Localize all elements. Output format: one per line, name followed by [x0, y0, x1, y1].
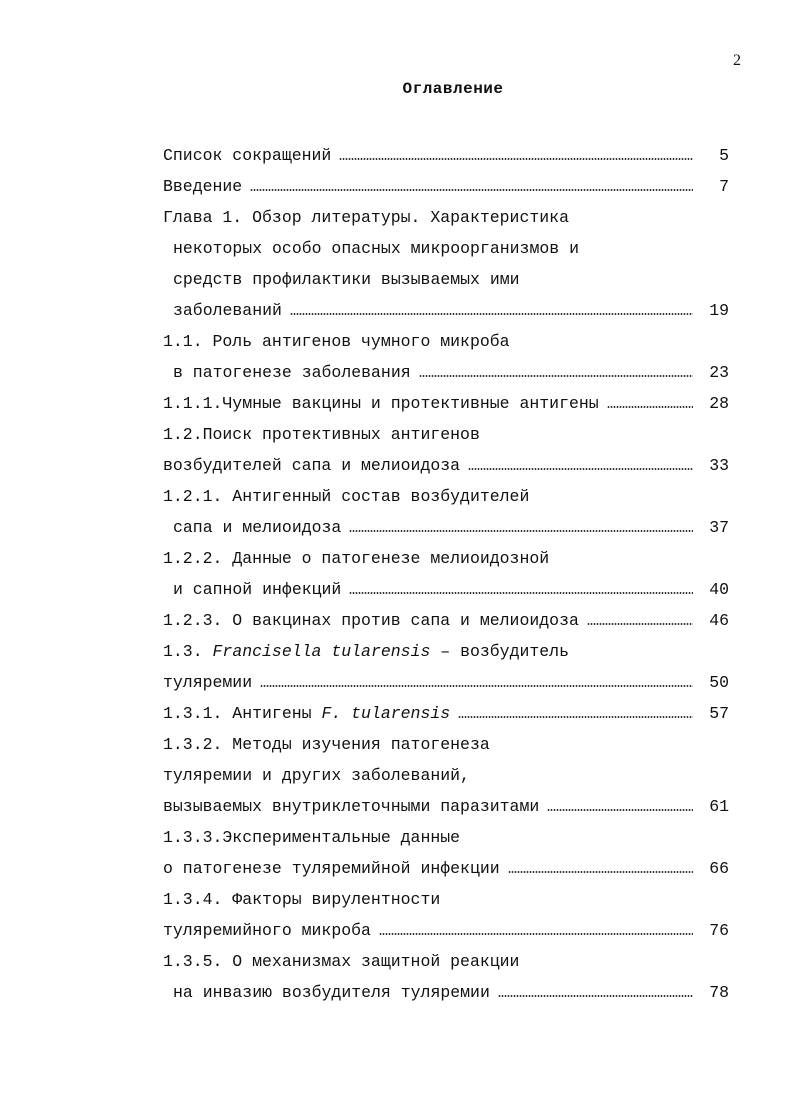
toc-entry-text: 1.1.1.Чумные вакцины и протективные антигены	[163, 394, 599, 413]
toc-entry-line-final	[163, 357, 733, 388]
toc-entry-text: 1.3.5. О механизмах защитной реакции	[163, 952, 520, 971]
toc-entry-line-final	[163, 791, 733, 822]
toc-entry-text: на инвазию возбудителя туляремии	[173, 983, 490, 1002]
toc-entry-line-final	[163, 698, 733, 729]
dot-leader	[508, 871, 693, 873]
toc-entry-line-final	[163, 171, 733, 202]
toc-entry-line	[163, 543, 733, 574]
dot-leader	[290, 313, 693, 315]
toc-entry-line-final	[163, 574, 733, 605]
toc-entry-text: и сапной инфекций	[173, 580, 342, 599]
toc-page-number: 76	[709, 921, 729, 940]
toc-entry-line-final	[163, 853, 733, 884]
toc-entry-line-final	[163, 977, 733, 1008]
toc-entry-line-final	[163, 605, 733, 636]
toc-entry-line	[163, 760, 733, 791]
dot-leader	[260, 685, 693, 687]
page-title: Оглавление	[402, 80, 504, 98]
toc-entry	[163, 946, 733, 1008]
toc-entry	[163, 202, 733, 326]
toc-entry-text: 1.3.4. Факторы вирулентности	[163, 890, 441, 909]
toc-entry	[163, 729, 733, 822]
toc-page-number: 78	[709, 983, 729, 1002]
toc-entry-text: 1.3.3.Экспериментальные данные	[163, 828, 461, 847]
toc-entry-text: Список сокращений	[163, 146, 332, 165]
table-of-contents	[163, 140, 733, 1008]
toc-entry-line-final	[163, 915, 733, 946]
toc-entry-line	[163, 636, 733, 667]
toc-page-number: 7	[719, 177, 729, 196]
toc-entry-text: возбудителей сапа и мелиоидоза	[163, 456, 461, 475]
toc-entry-text: 1.2.3. О вакцинах против сапа и мелиоидоза	[163, 611, 579, 630]
dot-leader	[349, 530, 693, 532]
toc-entry-text: 1.2.1. Антигенный состав возбудителей	[163, 487, 530, 506]
toc-entry-line	[163, 202, 733, 233]
toc-entry-line-final	[163, 388, 733, 419]
dot-leader	[607, 406, 693, 408]
toc-entry	[163, 543, 733, 605]
toc-entry-text: туляремийного микроба	[163, 921, 371, 940]
toc-entry-text: 1.3. Francisella tularensis – возбудитель	[163, 642, 569, 661]
toc-page-number: 23	[709, 363, 729, 382]
toc-page-number: 46	[709, 611, 729, 630]
toc-entry-text: 1.3.2. Методы изучения патогенеза	[163, 735, 490, 754]
toc-entry	[163, 822, 733, 884]
toc-entry-line-final	[163, 295, 733, 326]
toc-entry-line-final	[163, 512, 733, 543]
toc-entry	[163, 636, 733, 698]
toc-entry-line-final	[163, 140, 733, 171]
toc-page-number: 37	[709, 518, 729, 537]
toc-entry	[163, 698, 733, 729]
toc-entry-line	[163, 729, 733, 760]
toc-entry-line	[163, 326, 733, 357]
toc-entry-line	[163, 884, 733, 915]
toc-entry	[163, 171, 733, 202]
toc-entry-line	[163, 822, 733, 853]
toc-entry-text: средств профилактики вызываемых ими	[173, 270, 520, 289]
toc-page-number: 33	[709, 456, 729, 475]
toc-entry-line-final	[163, 667, 733, 698]
dot-leader	[468, 468, 693, 470]
dot-leader	[498, 995, 693, 997]
toc-entry	[163, 419, 733, 481]
dot-leader	[339, 158, 693, 160]
toc-page-number: 57	[709, 704, 729, 723]
toc-entry-line-final	[163, 450, 733, 481]
toc-entry	[163, 481, 733, 543]
dot-leader	[458, 716, 693, 718]
toc-page-number: 61	[709, 797, 729, 816]
toc-page-number: 40	[709, 580, 729, 599]
toc-entry-text: 1.3.1. Антигены F. tularensis	[163, 704, 451, 723]
toc-entry-text: сапа и мелиоидоза	[173, 518, 342, 537]
toc-entry	[163, 326, 733, 388]
toc-entry-line	[163, 481, 733, 512]
toc-entry-text: вызываемых внутриклеточными паразитами	[163, 797, 540, 816]
dot-leader	[587, 623, 693, 625]
toc-entry-line	[163, 419, 733, 450]
toc-entry-text: туляремии и других заболеваний,	[163, 766, 470, 785]
toc-entry-text: о патогенезе туляремийной инфекции	[163, 859, 500, 878]
toc-entry-text: заболеваний	[173, 301, 282, 320]
toc-page-number: 19	[709, 301, 729, 320]
dot-leader	[379, 933, 693, 935]
toc-entry-text: туляремии	[163, 673, 253, 692]
toc-page-number: 66	[709, 859, 729, 878]
toc-entry-text: 1.1. Роль антигенов чумного микроба	[163, 332, 510, 351]
toc-entry-text: 1.2.2. Данные о патогенезе мелиоидозной	[163, 549, 550, 568]
toc-page-number: 50	[709, 673, 729, 692]
toc-entry-text: в патогенезе заболевания	[173, 363, 411, 382]
toc-page-number: 5	[719, 146, 729, 165]
toc-entry	[163, 884, 733, 946]
toc-entry	[163, 140, 733, 171]
toc-entry-text: Введение	[163, 177, 243, 196]
dot-leader	[349, 592, 693, 594]
toc-entry	[163, 605, 733, 636]
toc-entry-text: некоторых особо опасных микроорганизмов и	[173, 239, 579, 258]
toc-entry-text: Глава 1. Обзор литературы. Характеристика	[163, 208, 569, 227]
dot-leader	[419, 375, 693, 377]
dot-leader	[250, 189, 693, 191]
toc-entry-line	[163, 946, 733, 977]
toc-entry-line	[163, 233, 733, 264]
toc-entry-line	[163, 264, 733, 295]
dot-leader	[547, 809, 693, 811]
toc-page-number: 28	[709, 394, 729, 413]
toc-entry	[163, 388, 733, 419]
page-number: 2	[733, 52, 741, 69]
toc-entry-text: 1.2.Поиск протективных антигенов	[163, 425, 480, 444]
